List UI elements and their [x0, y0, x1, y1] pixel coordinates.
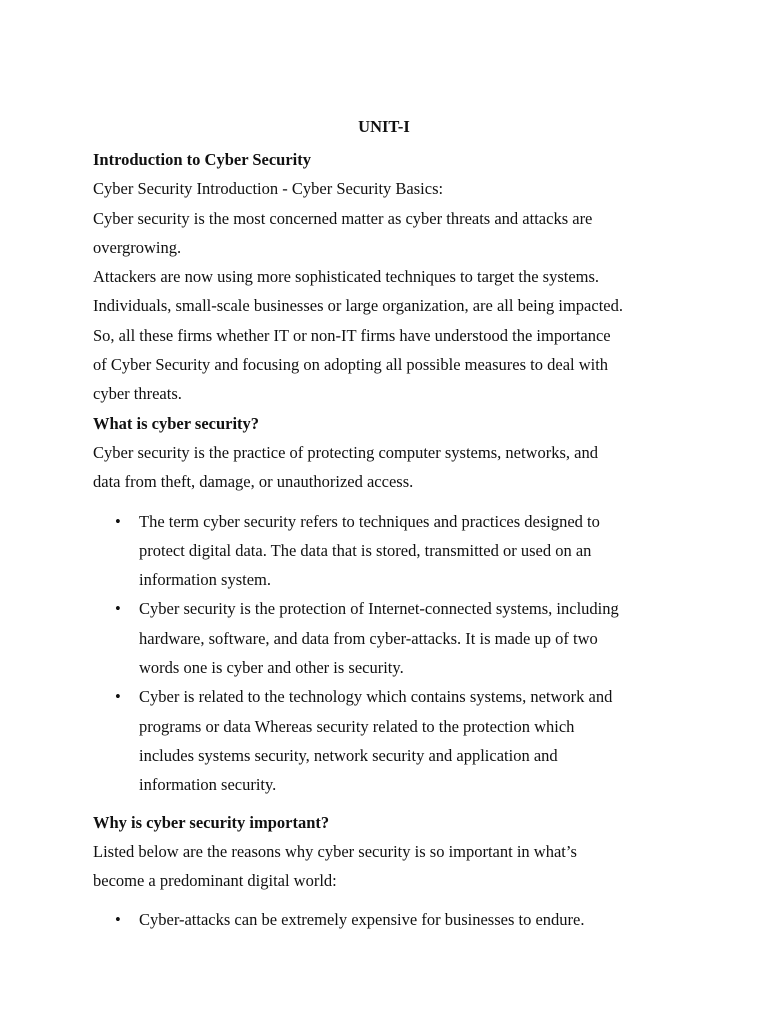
bullet-line: information security.: [139, 775, 277, 795]
bullet-icon: •: [115, 599, 121, 619]
bullet-list: [93, 905, 713, 934]
bullet-line: protect digital data. The data that is stored, transmitted or used on an: [139, 540, 592, 560]
paragraph-line: become a predominant digital world:: [93, 871, 337, 891]
bullet-line: Cyber security is the protection of Internet-connected systems, including: [139, 599, 619, 619]
bullet-line: information system.: [139, 570, 271, 590]
section-heading-introduction: Introduction to Cyber Security: [93, 150, 312, 169]
section-subtitle: Cyber Security Introduction - Cyber Security Basics:: [93, 179, 444, 199]
section-heading-why-important: Why is cyber security important?: [93, 812, 330, 832]
paragraph-line: Cyber security is the most concerned matter as cyber threats and attacks are: [93, 208, 593, 228]
bullet-line: programs or data Whereas security related to the protection which: [139, 716, 575, 736]
paragraph-line: cyber threats.: [93, 384, 182, 404]
bullet-item: [93, 507, 713, 595]
bullet-line: hardware, software, and data from cyber-attacks. It is made up of two: [139, 628, 598, 648]
paragraph-line: Individuals, small-scale businesses or large organization, are all being impacted.: [93, 296, 623, 316]
bullet-line: includes systems security, network security and application and: [139, 745, 558, 765]
paragraph-line: overgrowing.: [93, 237, 182, 257]
bullet-icon: •: [115, 910, 121, 930]
bullet-line: Cyber-attacks can be extremely expensive for businesses to endure.: [139, 910, 585, 930]
bullet-item: [93, 594, 713, 682]
unit-title: UNIT-I: [358, 117, 410, 136]
bullet-line: words one is cyber and other is security.: [139, 658, 404, 678]
paragraph-line: Attackers are now using more sophisticated techniques to target the systems.: [93, 267, 600, 287]
paragraph-line: data from theft, damage, or unauthorized access.: [93, 472, 414, 492]
bullet-icon: •: [115, 511, 121, 531]
bullet-line: Cyber is related to the technology which contains systems, network and: [139, 687, 613, 707]
bullet-item: [93, 905, 713, 934]
section-heading-what-is: What is cyber security?: [93, 413, 260, 433]
paragraph-line: of Cyber Security and focusing on adopting all possible measures to deal with: [93, 355, 609, 375]
bullet-line: The term cyber security refers to techniques and practices designed to: [139, 511, 600, 531]
document-body: [93, 145, 713, 935]
bullet-list: [93, 507, 713, 800]
paragraph-line: Cyber security is the practice of protecting computer systems, networks, and: [93, 442, 598, 462]
paragraph-line: So, all these firms whether IT or non-IT firms have understood the importance: [93, 325, 611, 345]
bullet-item: [93, 682, 713, 799]
bullet-icon: •: [115, 687, 121, 707]
paragraph-line: Listed below are the reasons why cyber security is so important in what’s: [93, 841, 577, 861]
